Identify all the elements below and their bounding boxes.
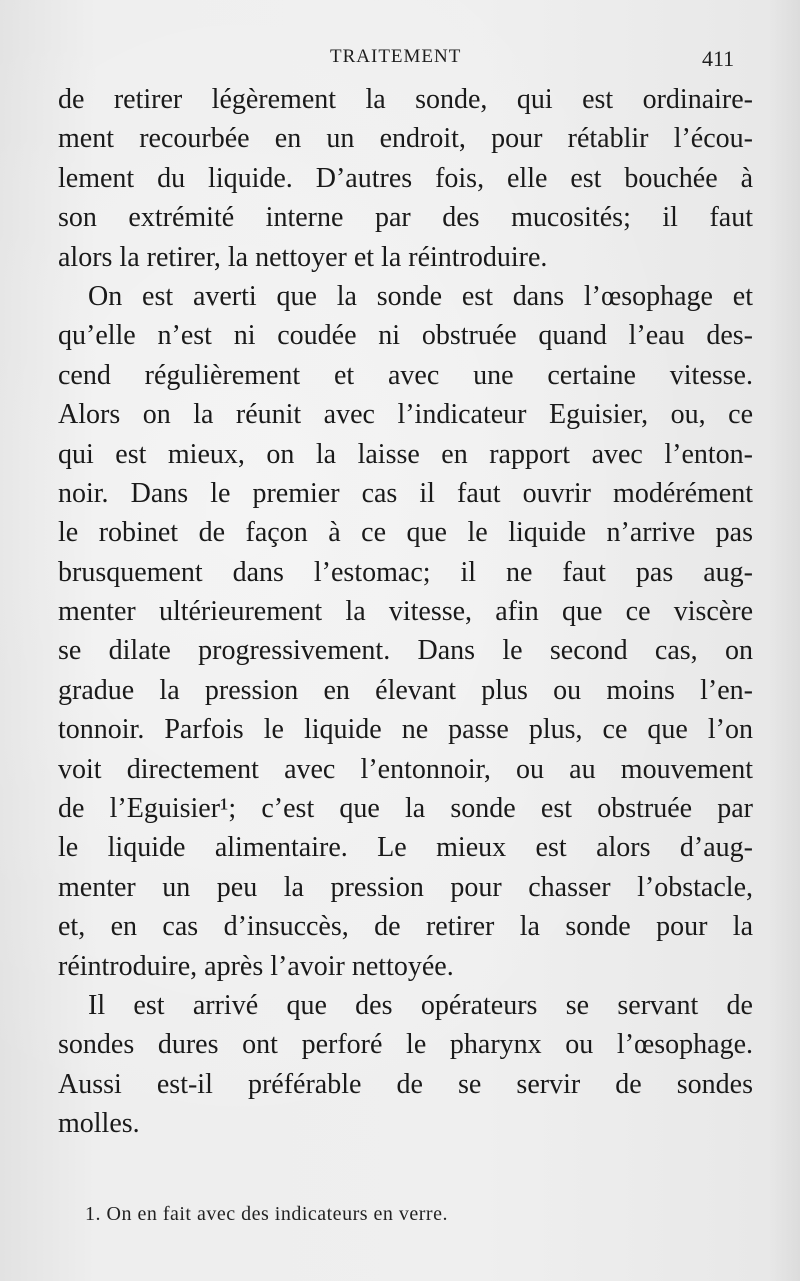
text-line: de retirer légèrement la sonde, qui est ordinaire-	[58, 84, 753, 115]
body-text	[58, 80, 753, 1144]
running-title: TRAITEMENT	[330, 46, 462, 67]
text-line: On est averti que la sonde est dans l’œsophage et	[88, 280, 753, 312]
text-line: se dilate progressivement. Dans le second cas, on	[58, 635, 753, 667]
footnote: 1. On en fait avec des indicateurs en verre.	[85, 1203, 448, 1225]
text-line: qu’elle n’est ni coudée ni obstruée quand l’eau des-	[58, 320, 753, 352]
text-line: ment recourbée en un endroit, pour rétablir l’écou-	[58, 123, 753, 155]
text-line: brusquement dans l’estomac; il ne faut pas aug-	[58, 556, 753, 588]
text-line: voit directement avec l’entonnoir, ou au mouvement	[58, 753, 753, 785]
text-line: Il est arrivé que des opérateurs se servant de	[88, 989, 753, 1021]
running-head	[0, 46, 800, 76]
text-line: Alors on la réunit avec l’indicateur Eguisier, ou, ce	[58, 399, 753, 431]
text-line: lement du liquide. D’autres fois, elle est bouchée à	[58, 162, 753, 194]
text-line: tonnoir. Parfois le liquide ne passe plus, ce que l’on	[58, 714, 753, 746]
text-line: sondes dures ont perforé le pharynx ou l’œsophage.	[58, 1029, 753, 1061]
text-line: Aussi est-il préférable de se servir de sondes	[58, 1068, 753, 1100]
text-line: menter ultérieurement la vitesse, afin que ce viscère	[58, 596, 753, 628]
text-line: qui est mieux, on la laisse en rapport avec l’enton-	[58, 438, 753, 470]
text-line: de l’Eguisier¹; c’est que la sonde est obstruée par	[58, 793, 753, 825]
page-number: 411	[702, 46, 735, 71]
text-line: molles.	[58, 1108, 140, 1140]
text-line: cend régulièrement et avec une certaine vitesse.	[58, 359, 753, 391]
text-line: menter un peu la pression pour chasser l’obstacle,	[58, 871, 753, 903]
text-line: son extrémité interne par des mucosités; il faut	[58, 202, 753, 234]
text-line: le robinet de façon à ce que le liquide n’arrive pas	[58, 517, 753, 549]
text-line: gradue la pression en élevant plus ou moins l’en-	[58, 674, 753, 706]
text-line: alors la retirer, la nettoyer et la réintroduire.	[58, 241, 548, 273]
text-line: et, en cas d’insuccès, de retirer la sonde pour la	[58, 911, 753, 943]
text-line: noir. Dans le premier cas il faut ouvrir modérément	[58, 477, 753, 509]
text-line: le liquide alimentaire. Le mieux est alors d’aug-	[58, 832, 753, 864]
text-line: réintroduire, après l’avoir nettoyée.	[58, 950, 454, 982]
